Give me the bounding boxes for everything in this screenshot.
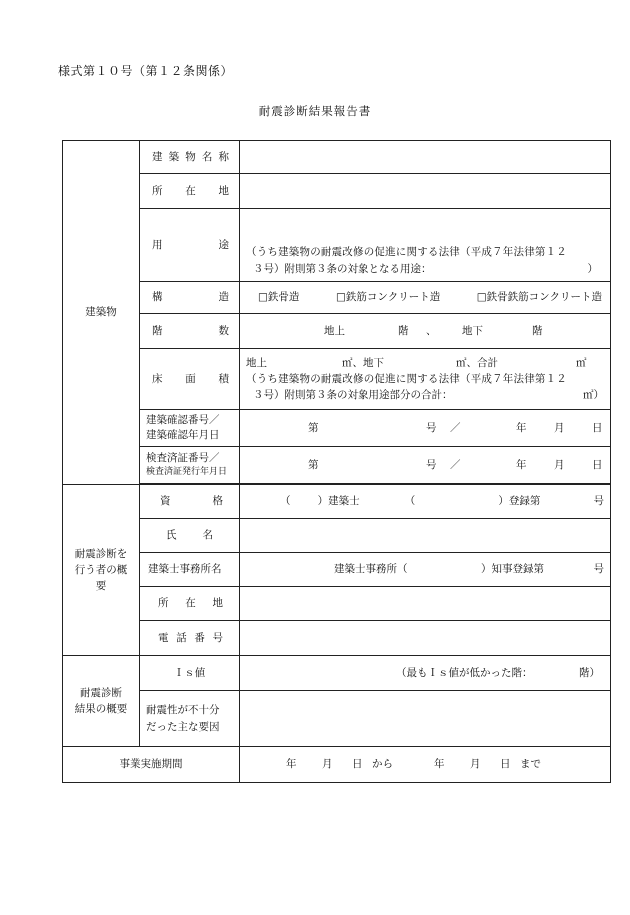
building-structure-label: 構 造 — [140, 282, 240, 314]
structure-option-src[interactable]: □鉄骨鉄筋コンクリート造 — [476, 291, 602, 304]
building-use-label: 用 途 — [140, 209, 240, 282]
structure-option-rc[interactable]: □鉄筋コンクリート造 — [335, 291, 441, 304]
building-location-field[interactable] — [240, 174, 611, 209]
office-name-field[interactable]: 建築士事務所（ ）知事登録第 号 — [240, 553, 611, 587]
diagnostician-location-label: 所 在 地 — [140, 587, 240, 621]
result-section-label: 耐震診断 結果の概要 — [63, 656, 140, 747]
building-area-field[interactable]: 地上 ㎡、地下 ㎡、合計 ㎡ （うち建築物の耐震改修の促進に関する法律（平成７年法律第１２ ３号）附則第３条の対象用途部分の合計： ㎡） — [240, 349, 611, 410]
building-section-label: 建築物 — [63, 141, 140, 485]
document-title: 耐震診断結果報告書 — [258, 104, 372, 118]
area-note-line3: ３号）附則第３条の対象用途部分の合計： — [253, 389, 453, 402]
building-area-label: 床 面 積 — [140, 349, 240, 410]
qualification-label: 資 格 — [140, 485, 240, 519]
building-floors-label: 階 数 — [140, 314, 240, 349]
period-field[interactable]: 年 月 日 から 年 月 日 まで — [240, 747, 611, 783]
building-structure-field — [240, 282, 611, 314]
diagnostician-name-label: 氏 名 — [140, 519, 240, 553]
structure-option-steel[interactable]: □鉄骨造 — [258, 291, 300, 304]
building-location-label: 所 在 地 — [140, 174, 240, 209]
form-number: 様式第１０号（第１２条関係） — [58, 64, 234, 78]
phone-field[interactable] — [240, 621, 611, 656]
office-name-label: 建築士事務所名 — [140, 553, 240, 587]
area-note-close: ㎡） — [583, 389, 604, 402]
building-inspection-label: 検査済証番号／ 検査済証発行年月日 — [140, 447, 240, 484]
phone-label: 電 話 番 号 — [140, 621, 240, 656]
building-name-label: 建 築 物 名 称 — [140, 141, 240, 174]
use-note-line1: （うち建築物の耐震改修の促進に関する法律（平成７年法律第１２ — [246, 246, 567, 259]
building-floors-field[interactable]: 地上 階 、 地下 階 — [240, 314, 611, 349]
is-value-label: Ｉｓ値 — [140, 656, 240, 691]
cause-field[interactable] — [240, 691, 611, 747]
diagnostician-section-label: 耐震診断を 行う者の概 要 — [63, 485, 140, 656]
building-confirmation-field[interactable]: 第 号 ／ 年 月 日 — [240, 410, 611, 447]
diagnostician-name-field[interactable] — [240, 519, 611, 553]
period-label: 事業実施期間 — [63, 747, 240, 783]
use-note-close: ） — [587, 262, 598, 275]
building-inspection-field[interactable]: 第 号 ／ 年 月 日 — [240, 447, 611, 484]
cause-label: 耐震性が不十分 だった主な要因 — [140, 691, 240, 747]
diagnostician-location-field[interactable] — [240, 587, 611, 621]
is-value-field[interactable]: （最もＩｓ値が低かった階： 階） — [240, 656, 611, 691]
use-note-line2: ３号）附則第３条の対象となる用途： — [253, 262, 432, 275]
area-note-line2: （うち建築物の耐震改修の促進に関する法律（平成７年法律第１２ — [246, 372, 567, 385]
qualification-field[interactable]: （ ）建築士 （ ）登録第 号 — [240, 485, 611, 519]
building-name-field[interactable] — [240, 141, 611, 174]
report-table — [62, 140, 611, 783]
building-use-field[interactable] — [240, 209, 611, 282]
building-confirmation-label: 建築確認番号／ 建築確認年月日 — [140, 410, 240, 447]
